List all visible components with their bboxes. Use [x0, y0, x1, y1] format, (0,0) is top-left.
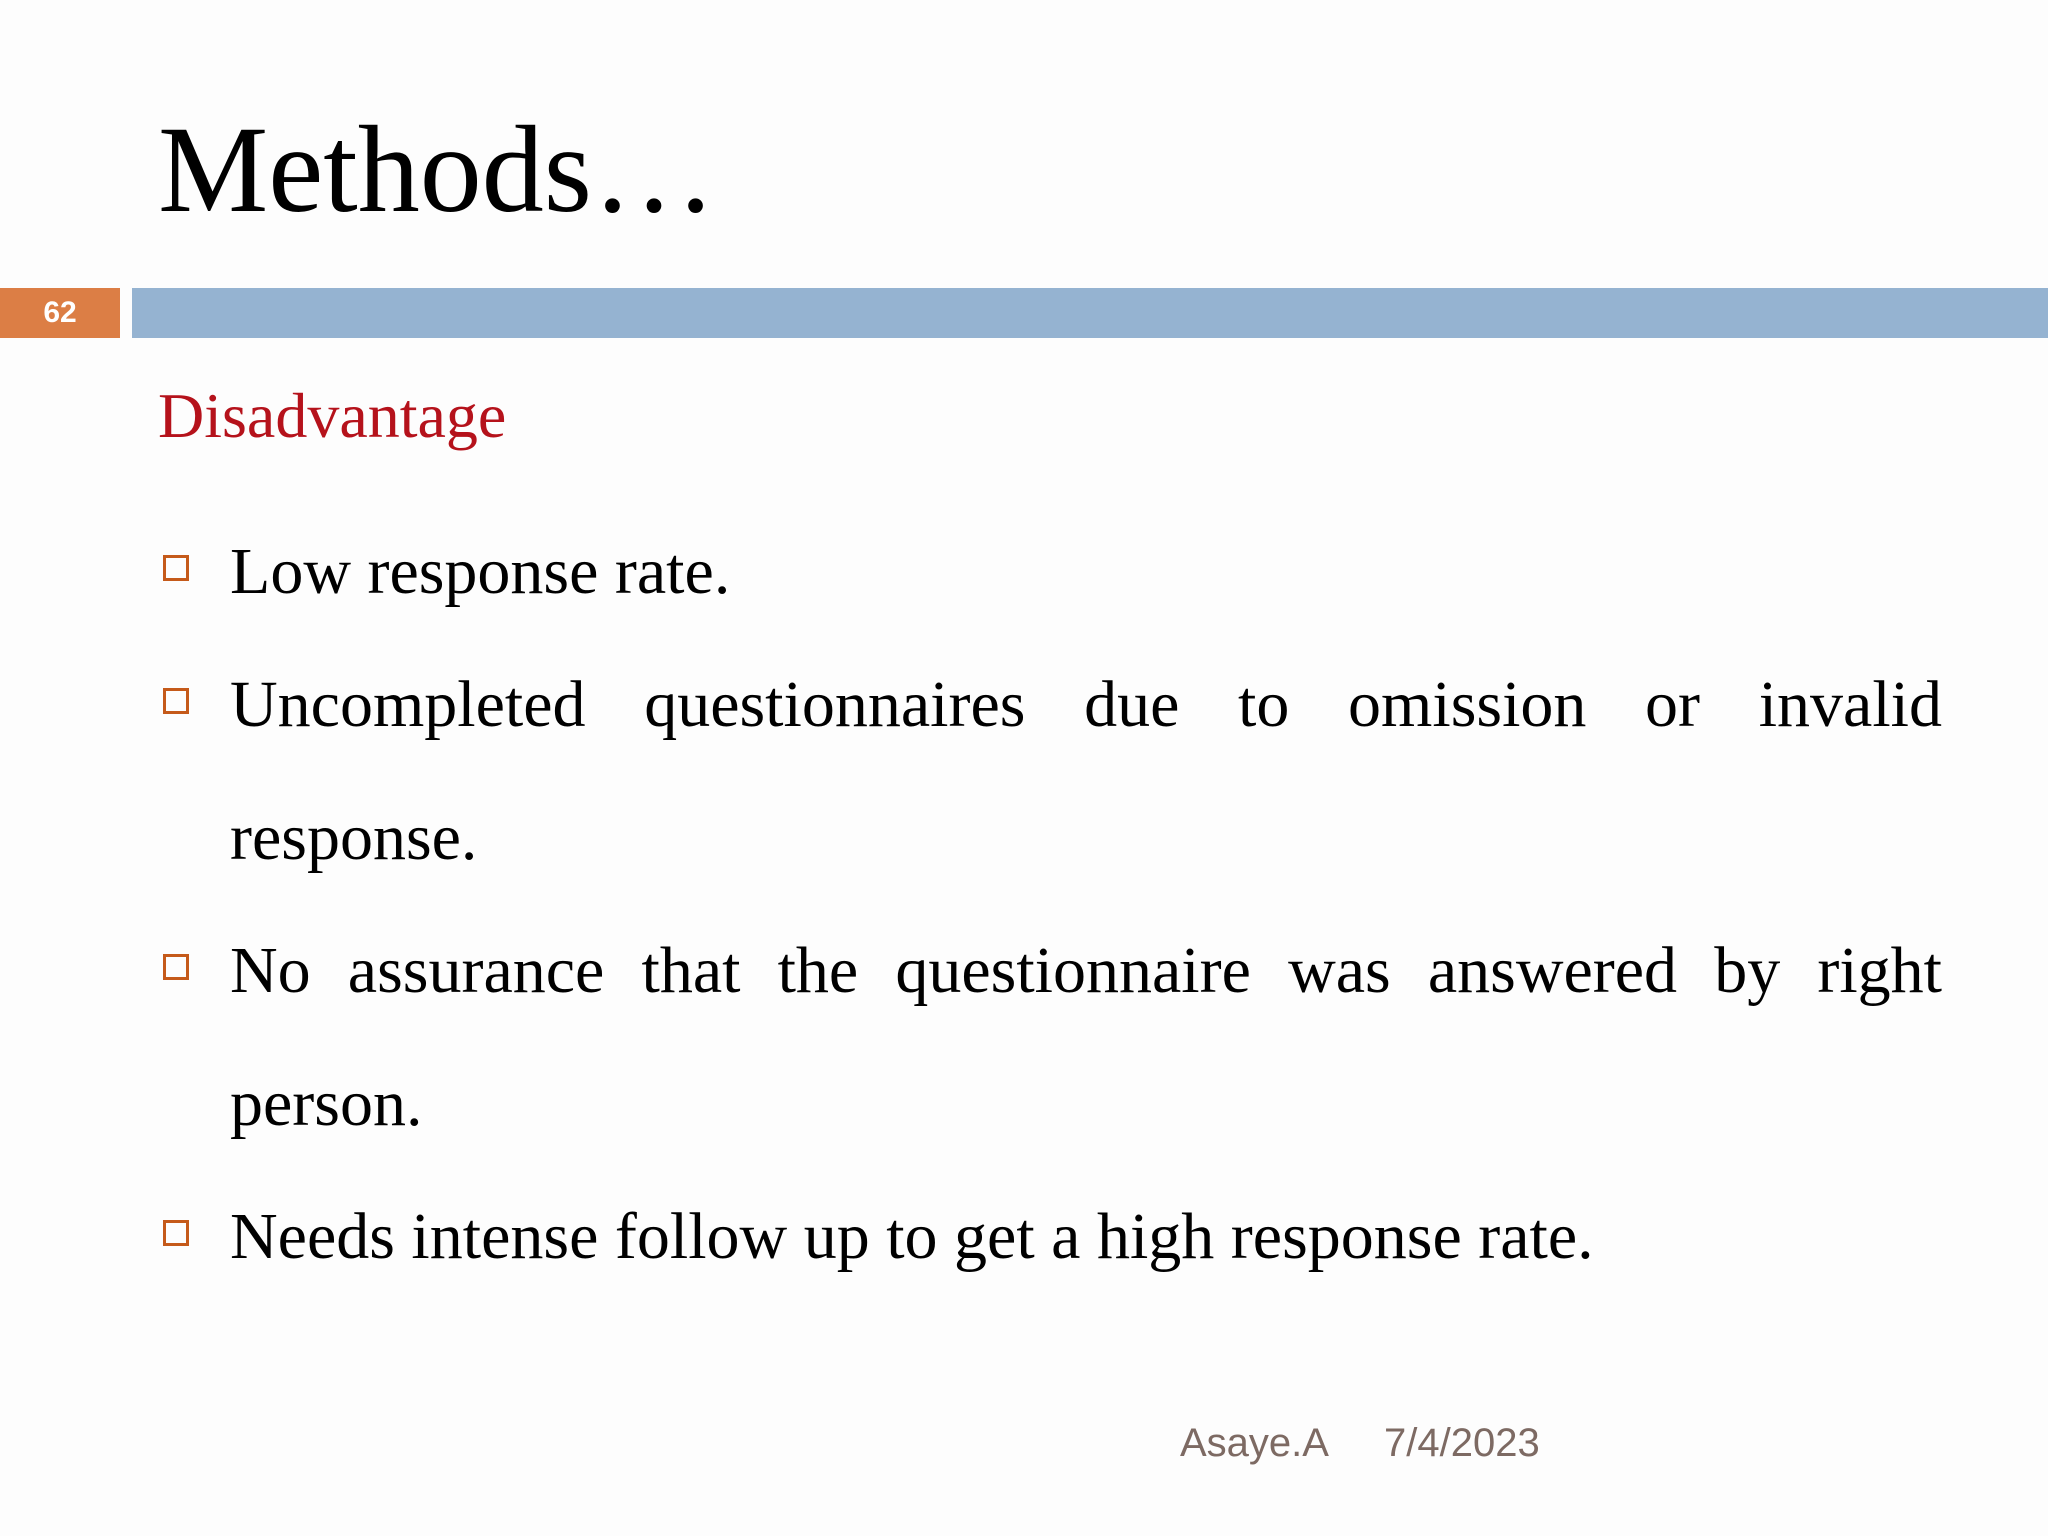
- bullet-item: [158, 638, 1942, 904]
- slide-title: Methods…: [158, 101, 716, 238]
- bullet-item: [158, 505, 1942, 638]
- hollow-square-icon: [163, 555, 189, 581]
- hollow-square-icon: [163, 1220, 189, 1246]
- bullet-item: [158, 904, 1942, 1170]
- title-divider-bar: [132, 288, 2048, 338]
- bullet-list: [158, 505, 1942, 1303]
- bullet-item: [158, 1170, 1942, 1303]
- bullet-text: No assurance that the questionnaire was answered by right person.: [230, 934, 1942, 1140]
- bullet-text: Needs intense follow up to get a high response rate.: [230, 1200, 1594, 1273]
- bullet-text: Uncompleted questionnaires due to omission or invalid response.: [230, 668, 1942, 874]
- section-heading: Disadvantage: [158, 380, 507, 451]
- hollow-square-icon: [163, 688, 189, 714]
- footer-date: 7/4/2023: [1384, 1421, 1540, 1465]
- slide-number-badge: 62: [0, 288, 120, 338]
- footer-author: Asaye.A: [1180, 1421, 1329, 1465]
- bullet-text: Low response rate.: [230, 535, 731, 608]
- hollow-square-icon: [163, 954, 189, 980]
